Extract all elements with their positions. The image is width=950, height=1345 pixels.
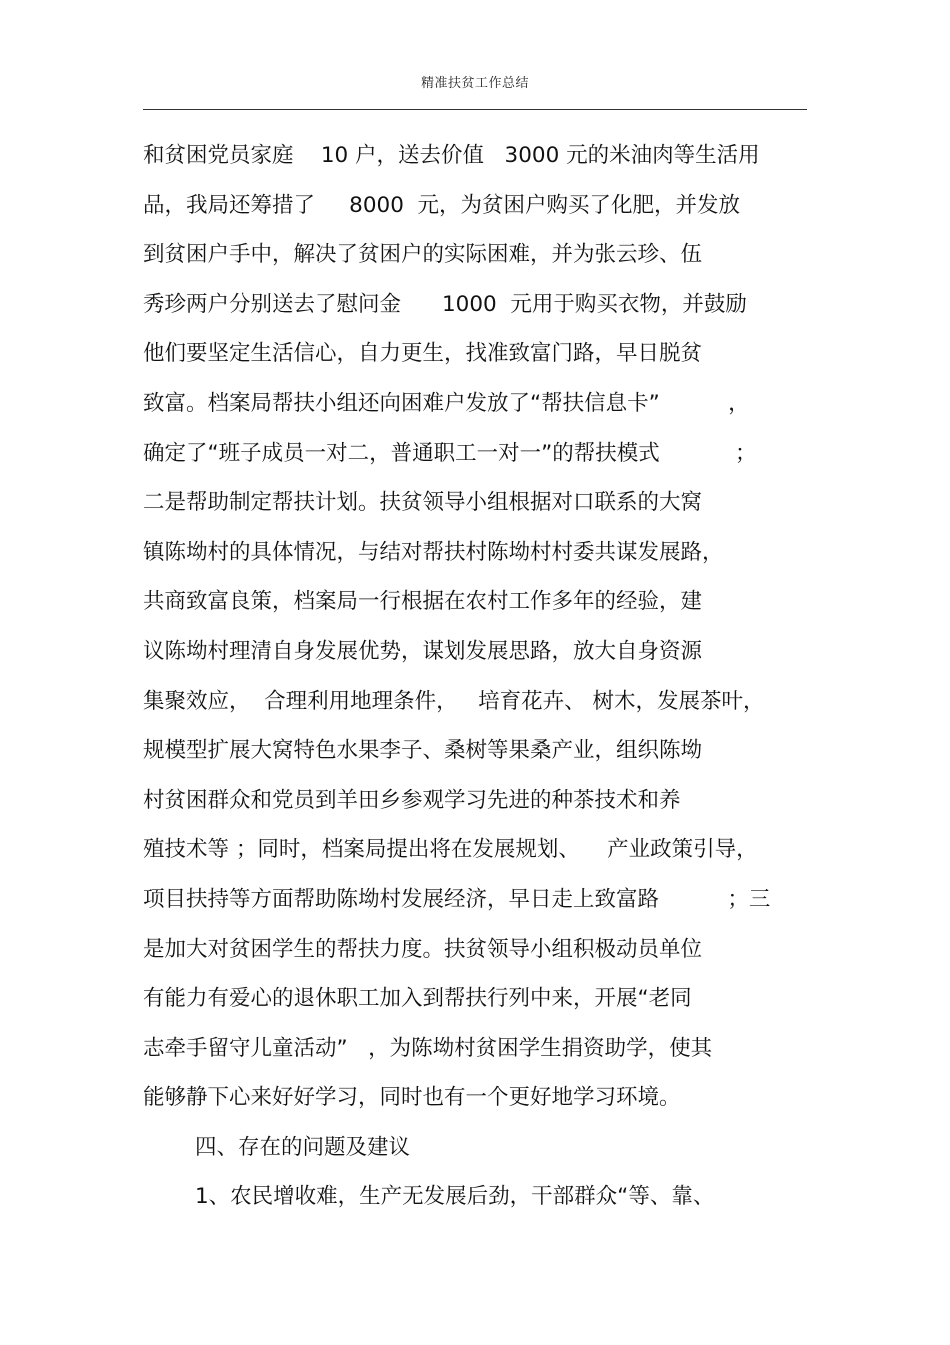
body-line: 确定了“班子成员一对二，普通职工一对一”的帮扶模式 ；: [143, 440, 757, 466]
body-line: 能够静下心来好好学习，同时也有一个更好地学习环境。: [143, 1085, 681, 1111]
body-line: 志牵手留守儿童活动” ，为陈坳村贫困学生捐资助学，使其: [143, 1035, 713, 1061]
header-title: 精准扶贫工作总结: [420, 76, 529, 91]
section-line: 1、农民增收难，生产无发展后劲，干部群众“等、靠、: [195, 1184, 715, 1210]
body-line: 殖技术等 ；同时，档案局提出将在发展规划、 产业政策引导，: [143, 837, 758, 863]
body-line: 致富。档案局帮扶小组还向困难户发放了“帮扶信息卡” ，: [143, 390, 750, 416]
page-header: [0, 72, 950, 91]
body-line: 共商致富良策，档案局一行根据在农村工作多年的经验，建: [143, 589, 703, 615]
body-line: 到贫困户手中，解决了贫困户的实际困难，并为张云珍、伍: [143, 242, 703, 268]
body-line: 二是帮助制定帮扶计划。扶贫领导小组根据对口联系的大窝: [143, 490, 703, 516]
body-line: 村贫困群众和党员到羊田乡参观学习先进的种茶技术和养: [143, 787, 681, 813]
body-line: 品，我局还筹措了 8000 元，为贫困户购买了化肥，并发放: [143, 192, 741, 218]
body-line: 是加大对贫困学生的帮扶力度。扶贫领导小组积极动员单位: [143, 936, 703, 962]
section-line: 四、存在的问题及建议: [195, 1134, 411, 1160]
body-line: 规模型扩展大窝特色水果李子、桑树等果桑产业，组织陈坳: [143, 738, 703, 764]
body-line: 议陈坳村理清自身发展优势，谋划发展思路，放大自身资源: [143, 638, 703, 664]
body-line: 集聚效应， 合理利用地理条件， 培育花卉、 树木，发展茶叶，: [143, 688, 765, 714]
document-body: [143, 138, 811, 1229]
body-line: 镇陈坳村的具体情况，与结对帮扶村陈坳村村委共谋发展路，: [143, 539, 724, 565]
body-line: 有能力有爱心的退休职工加入到帮扶行列中来，开展“老同: [143, 986, 692, 1012]
body-line: 他们要坚定生活信心，自力更生，找准致富门路，早日脱贫: [143, 341, 703, 367]
header-divider: [143, 109, 807, 110]
body-line: 和贫困党员家庭 10 户，送去价值 3000 元的米油肉等生活用: [143, 143, 760, 168]
body-line: 秀珍两户分别送去了慰问金 1000 元用于购买衣物，并鼓励: [143, 291, 747, 317]
body-line: 项目扶持等方面帮助陈坳村发展经济，早日走上致富路 ；三: [143, 886, 771, 912]
